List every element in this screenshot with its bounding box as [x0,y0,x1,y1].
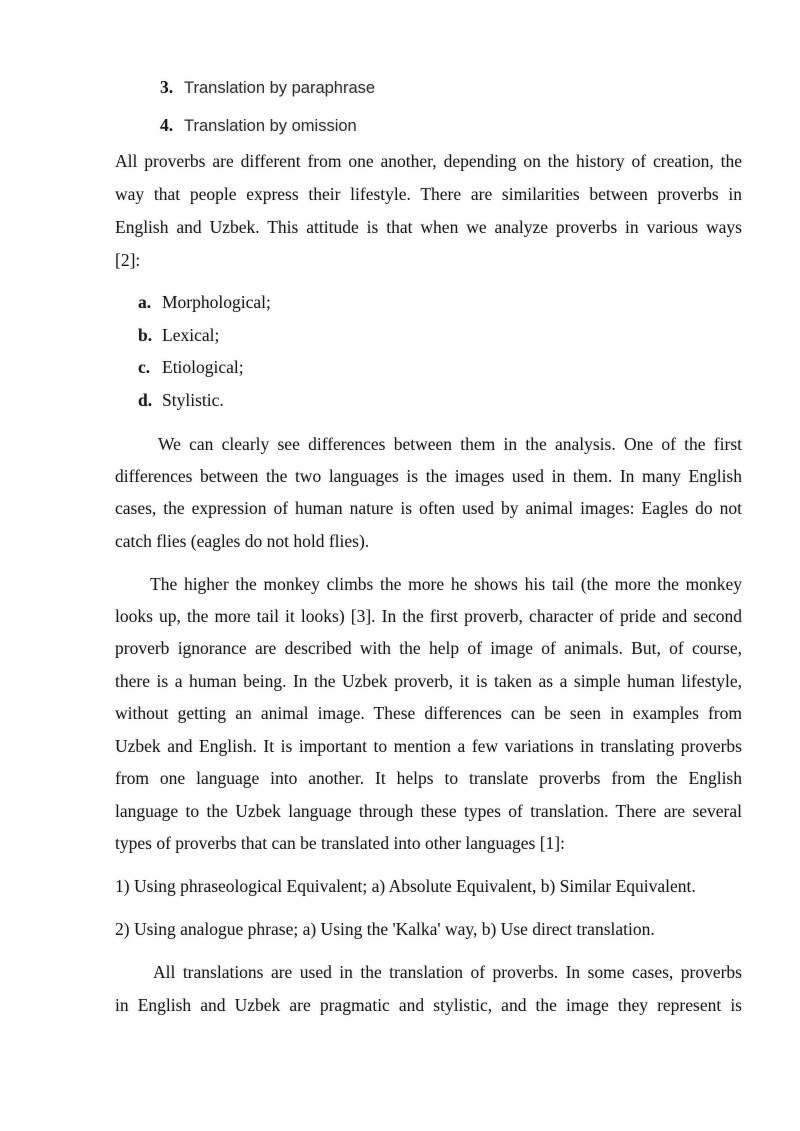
list-item-number: 3. [160,77,174,97]
list-item [138,357,244,377]
paragraph-line: cases, the expression of human nature is often used by animal images: Eagles do not [115,498,742,518]
translation-method-item: 1) Using phraseological Equivalent; a) Absolute Equivalent, b) Similar Equivalent. [115,876,696,896]
paragraph-line: without getting an animal image. These differences can be seen in examples from [115,703,742,723]
list-item-text: Etiological; [162,357,244,377]
paragraph-line: looks up, the more tail it looks) [3]. In the first proverb, character of pride and second [115,606,742,626]
list-item-text: Morphological; [162,292,271,312]
list-item [138,390,224,410]
paragraph-line: [2]: [115,250,141,270]
list-item-number: 4. [160,115,174,135]
paragraph-line: types of proverbs that can be translated into other languages [1]: [115,833,565,853]
list-item-letter: b. [138,325,153,345]
list-item-text: Translation by omission [184,117,357,135]
list-item [160,115,357,136]
list-item-letter: c. [138,357,151,377]
list-item-text: Lexical; [162,325,220,345]
list-item-letter: a. [138,292,152,312]
paragraph-line: differences between the two languages is the images used in them. In many English [115,466,742,486]
paragraph-line: All translations are used in the translation of proverbs. In some cases, proverbs [153,962,742,982]
paragraph-line: catch flies (eagles do not hold flies). [115,531,370,551]
paragraph-line: The higher the monkey climbs the more he shows his tail (the more the monkey [150,574,742,594]
list-item [138,292,271,312]
paragraph-line: there is a human being. In the Uzbek proverb, it is taken as a simple human lifestyle, [115,671,742,691]
paragraph-line: We can clearly see differences between them in the analysis. One of the first [158,434,742,454]
paragraph-line: language to the Uzbek language through these types of translation. There are several [115,801,742,821]
paragraph-line: English and Uzbek. This attitude is that when we analyze proverbs in various ways [115,217,742,237]
paragraph-line: in English and Uzbek are pragmatic and stylistic, and the image they represent is [115,995,742,1015]
list-item-text: Translation by paraphrase [184,79,376,97]
paragraph-line: proverb ignorance are described with the help of image of animals. But, of course, [115,638,742,658]
list-item-letter: d. [138,390,153,410]
list-item [160,77,375,98]
list-item-text: Stylistic. [162,390,224,410]
paragraph-line: from one language into another. It helps to translate proverbs from the English [115,768,742,788]
paragraph-line: Uzbek and English. It is important to mention a few variations in translating proverbs [115,736,742,756]
translation-method-item: 2) Using analogue phrase; a) Using the 'Kalka' way, b) Use direct translation. [115,919,655,939]
list-item [138,325,219,345]
paragraph-line: All proverbs are different from one another, depending on the history of creation, the [115,151,742,171]
paragraph-line: way that people express their lifestyle. There are similarities between proverbs in [115,184,742,204]
